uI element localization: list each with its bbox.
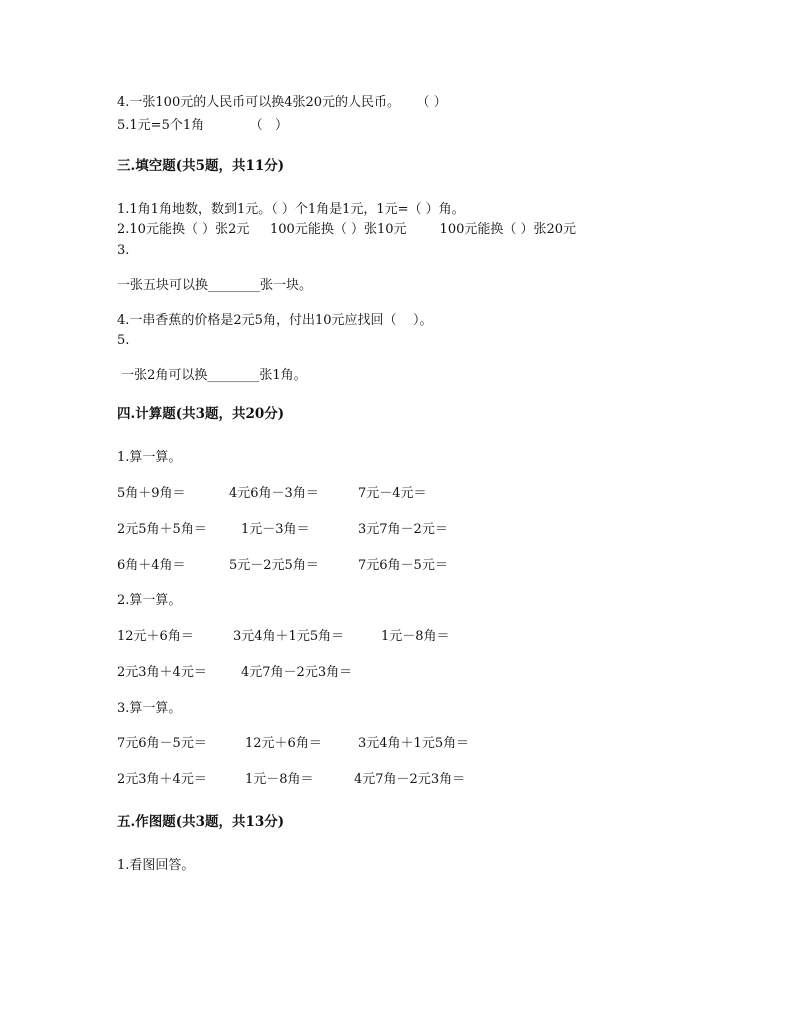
calc-row xyxy=(117,665,677,681)
calc-item: 7元6角－5元＝ xyxy=(358,558,448,573)
question-3-3-text: 一张五块可以换________张一块。 xyxy=(117,278,313,293)
calc-row xyxy=(117,522,677,538)
calc-item: 3元4角＋1元5角＝ xyxy=(358,736,470,751)
calc-row xyxy=(117,772,677,788)
calc-row xyxy=(117,486,677,502)
calc-item: 2元5角＋5角＝ xyxy=(117,522,207,537)
calc-item: 7元6角－5元＝ xyxy=(117,736,207,751)
question-3-5-number: 5. xyxy=(117,333,130,348)
section-5-title: 五.作图题(共3题，共13分) xyxy=(117,814,285,830)
question-2-5: 5.1元=5个1角 （ ） xyxy=(117,118,288,133)
calc-row xyxy=(117,736,677,752)
calc-item: 4元6角－3角＝ xyxy=(229,486,319,501)
calc-item: 4元7角－2元3角＝ xyxy=(354,772,466,787)
question-3-4: 4.一串香蕉的价格是2元5角，付出10元应找回（ ）。 xyxy=(117,313,433,328)
calc-row xyxy=(117,558,677,574)
calc-row xyxy=(117,629,677,645)
question-3-1: 1.1角1角地数，数到1元。（ ）个1角是1元，1元=（ ）角。 xyxy=(117,202,465,217)
section-3-title: 三.填空题(共5题，共11分) xyxy=(117,158,285,174)
calc-item: 7元－4元＝ xyxy=(358,486,427,501)
section-4-title: 四.计算题(共3题，共20分) xyxy=(117,406,285,422)
calc-item: 1元－3角＝ xyxy=(241,522,310,537)
question-2-4: 4.一张100元的人民币可以换4张20元的人民币。 （ ） xyxy=(117,95,447,110)
question-5-1: 1.看图回答。 xyxy=(117,858,195,873)
calc-item: 1元－8角＝ xyxy=(245,772,314,787)
calc-item: 5元－2元5角＝ xyxy=(229,558,319,573)
calc-item: 5角＋9角＝ xyxy=(117,486,186,501)
question-3-3-number: 3. xyxy=(117,243,130,258)
question-3-5-text: 一张2角可以换________张1角。 xyxy=(117,368,307,383)
question-4-2-title: 2.算一算。 xyxy=(117,593,182,608)
question-3-2: 2.10元能换（ ）张2元 100元能换（ ）张10元 100元能换（ ）张20元 xyxy=(117,222,577,237)
calc-item: 3元7角－2元＝ xyxy=(358,522,448,537)
calc-item: 2元3角＋4元＝ xyxy=(117,772,207,787)
question-4-1-title: 1.算一算。 xyxy=(117,450,182,465)
calc-item: 2元3角＋4元＝ xyxy=(117,665,207,680)
calc-item: 4元7角－2元3角＝ xyxy=(241,665,353,680)
calc-item: 1元－8角＝ xyxy=(381,629,450,644)
calc-item: 12元＋6角＝ xyxy=(117,629,194,644)
question-4-3-title: 3.算一算。 xyxy=(117,701,182,716)
calc-item: 6角＋4角＝ xyxy=(117,558,186,573)
calc-item: 3元4角＋1元5角＝ xyxy=(233,629,345,644)
calc-item: 12元＋6角＝ xyxy=(245,736,322,751)
